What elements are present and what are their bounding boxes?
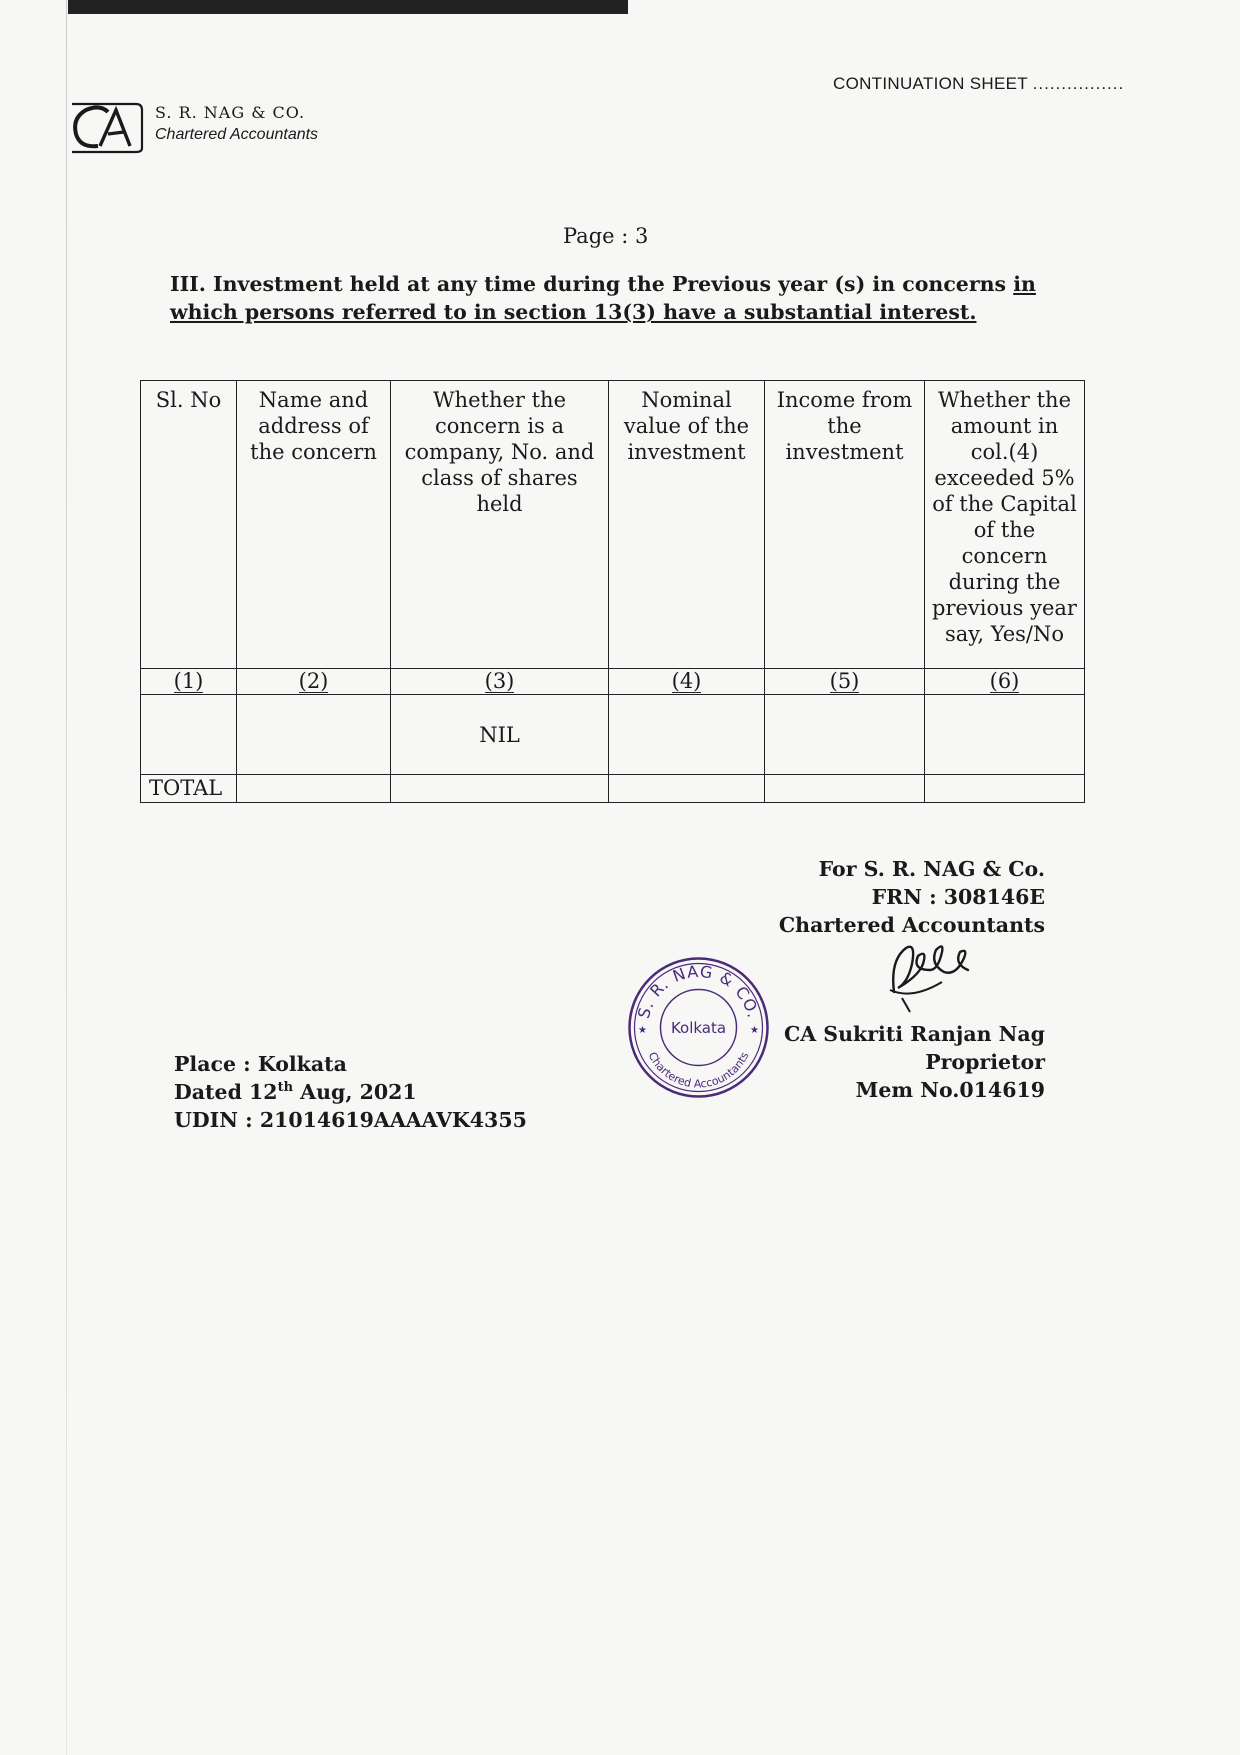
column-header: Income from the investment	[765, 381, 925, 669]
udin-line: UDIN : 21014619AAAAVK4355	[174, 1108, 527, 1132]
membership-number: Mem No.014619	[855, 1078, 1045, 1102]
column-number-cell	[237, 669, 391, 695]
frn-line: FRN : 308146E	[871, 885, 1045, 909]
column-header: Sl. No	[141, 381, 237, 669]
column-number-cell	[609, 669, 765, 695]
column-number-cell	[765, 669, 925, 695]
investment-table	[140, 380, 1085, 803]
dated-superscript: th	[277, 1080, 294, 1095]
table-header-row	[141, 381, 1085, 669]
table-cell	[925, 775, 1085, 803]
continuation-text: CONTINUATION SHEET	[833, 74, 1028, 93]
seal-center-text: Kolkata	[670, 1019, 727, 1037]
seal-bottom-text: Chartered Accountants	[645, 1049, 752, 1091]
continuation-dots: ................	[1032, 74, 1125, 93]
column-header: Nominal value of the investment	[609, 381, 765, 669]
column-number-cell	[391, 669, 609, 695]
heading-part-1: III. Investment held at any time during the Previous year (s) in concerns	[170, 272, 1014, 296]
svg-text:★: ★	[750, 1025, 759, 1036]
column-number: (3)	[484, 669, 515, 693]
table-cell	[609, 695, 765, 775]
table-cell	[141, 695, 237, 775]
table-cell	[609, 775, 765, 803]
handwritten-signature	[872, 930, 982, 1020]
table-cell	[765, 775, 925, 803]
table-cell	[237, 775, 391, 803]
dated-prefix: Dated 12	[174, 1080, 278, 1104]
column-header: Whether the concern is a company, No. and class of shares held	[391, 381, 609, 669]
section-heading	[170, 270, 1040, 326]
table-row	[141, 695, 1085, 775]
column-header: Name and address of the concern	[237, 381, 391, 669]
for-firm-line: For S. R. NAG & Co.	[818, 857, 1045, 881]
column-number-row	[141, 669, 1085, 695]
nil-cell: NIL	[391, 695, 609, 775]
heading-part-2-underlined: in which persons referred to in section 13(3) have a substantial interest.	[170, 272, 1036, 324]
firm-name: S. R. NAG & CO.	[155, 103, 306, 122]
column-number-cell	[925, 669, 1085, 695]
continuation-sheet-label	[833, 74, 1124, 94]
signer-name: CA Sukriti Ranjan Nag	[783, 1022, 1045, 1046]
ca-logo-icon	[64, 96, 144, 154]
total-row	[141, 775, 1085, 803]
signer-details	[770, 1020, 1045, 1104]
scan-top-bar	[68, 0, 628, 14]
table-cell	[391, 775, 609, 803]
dated-suffix: Aug, 2021	[293, 1080, 417, 1104]
column-number: (6)	[989, 669, 1020, 693]
seal-top-text: S. R. NAG & CO.	[633, 961, 764, 1021]
designation-line: Chartered Accountants	[778, 913, 1045, 937]
firm-seal-stamp	[626, 955, 771, 1100]
signer-title: Proprietor	[925, 1050, 1045, 1074]
column-number-cell	[141, 669, 237, 695]
column-number: (5)	[829, 669, 860, 693]
column-number: (2)	[298, 669, 329, 693]
column-number: (4)	[671, 669, 702, 693]
table-cell	[925, 695, 1085, 775]
place-date-block	[174, 1050, 527, 1134]
column-header: Whether the amount in col.(4) exceeded 5% of the Capital of the concern during the previous year say, Yes/No	[925, 381, 1085, 669]
table-cell	[765, 695, 925, 775]
place-line: Place : Kolkata	[174, 1052, 347, 1076]
svg-text:★: ★	[638, 1025, 647, 1036]
firm-subtitle: Chartered Accountants	[155, 126, 319, 143]
total-label: TOTAL	[141, 775, 237, 803]
dated-line	[174, 1078, 527, 1106]
column-number: (1)	[173, 669, 204, 693]
firm-signature-block	[740, 855, 1045, 939]
scan-edge-line	[66, 0, 67, 1755]
page-number: Page : 3	[563, 224, 649, 248]
table-cell	[237, 695, 391, 775]
